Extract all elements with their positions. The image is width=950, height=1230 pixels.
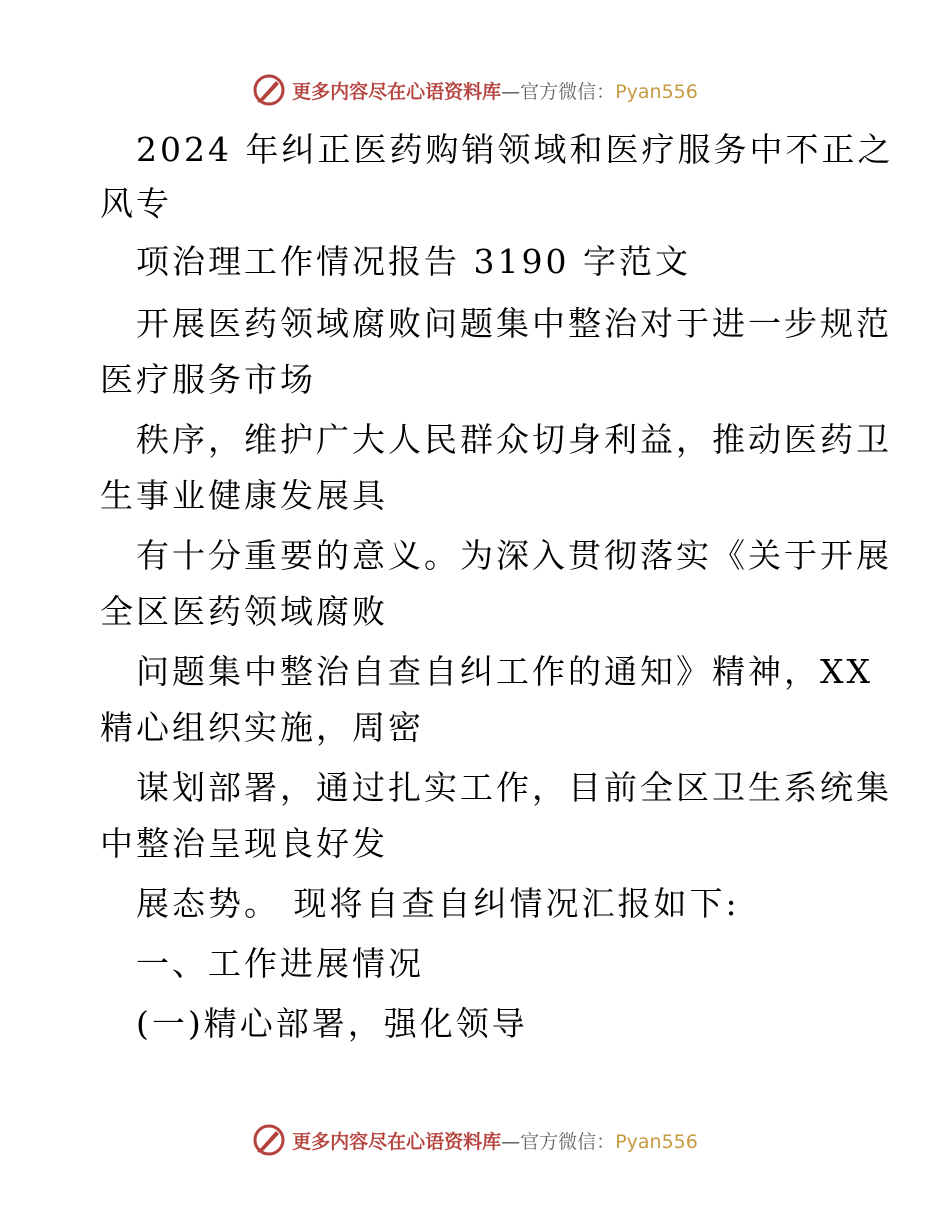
doc-subsection-heading: (一)精心部署，强化领导 (136, 1004, 528, 1043)
doc-paragraph-line: 开展医药领域腐败问题集中整治对于进一步规范 (136, 304, 892, 343)
quill-circle-logo-icon (252, 1123, 286, 1157)
footer-banner-title: 更多内容尽在心语资料库 (292, 1130, 502, 1153)
quill-circle-logo-icon (252, 73, 286, 107)
doc-paragraph-line: 生事业健康发展具 (100, 476, 388, 515)
doc-paragraph-line: 有十分重要的意义。为深入贯彻落实《关于开展 (136, 536, 892, 575)
header-banner-wechat-id: Pyan556 (615, 80, 698, 103)
footer-banner-wechat-id: Pyan556 (615, 1130, 698, 1153)
doc-paragraph-line: 精心组织实施，周密 (100, 708, 424, 747)
doc-paragraph-line: 秩序，维护广大人民群众切身利益，推动医药卫 (136, 420, 892, 459)
header-banner-dash: — (501, 80, 521, 103)
doc-paragraph-line: 展态势。 现将自查自纠情况汇报如下: (136, 884, 740, 923)
doc-section-heading: 一、工作进展情况 (136, 944, 424, 983)
doc-title-line-3: 项治理工作情况报告 3190 字范文 (136, 242, 691, 281)
header-banner-wechat-label: 官方微信： (520, 80, 616, 103)
doc-paragraph-line: 中整治呈现良好发 (100, 824, 388, 863)
footer-banner-dash: — (501, 1130, 521, 1153)
doc-title-line-2: 风专 (100, 184, 172, 223)
footer-banner-text (292, 1127, 698, 1154)
footer-banner (0, 1120, 950, 1160)
doc-paragraph-line: 全区医药领域腐败 (100, 592, 388, 631)
header-banner-title: 更多内容尽在心语资料库 (292, 80, 502, 103)
doc-paragraph-line: 谋划部署，通过扎实工作，目前全区卫生系统集 (136, 768, 892, 807)
doc-paragraph-line: 医疗服务市场 (100, 360, 316, 399)
header-banner-text (292, 77, 698, 104)
doc-title-line-1: 2024 年纠正医药购销领域和医疗服务中不正之 (136, 130, 894, 169)
footer-banner-wechat-label: 官方微信： (520, 1130, 616, 1153)
header-banner (0, 70, 950, 110)
doc-paragraph-line: 问题集中整治自查自纠工作的通知》精神，XX (136, 652, 873, 691)
